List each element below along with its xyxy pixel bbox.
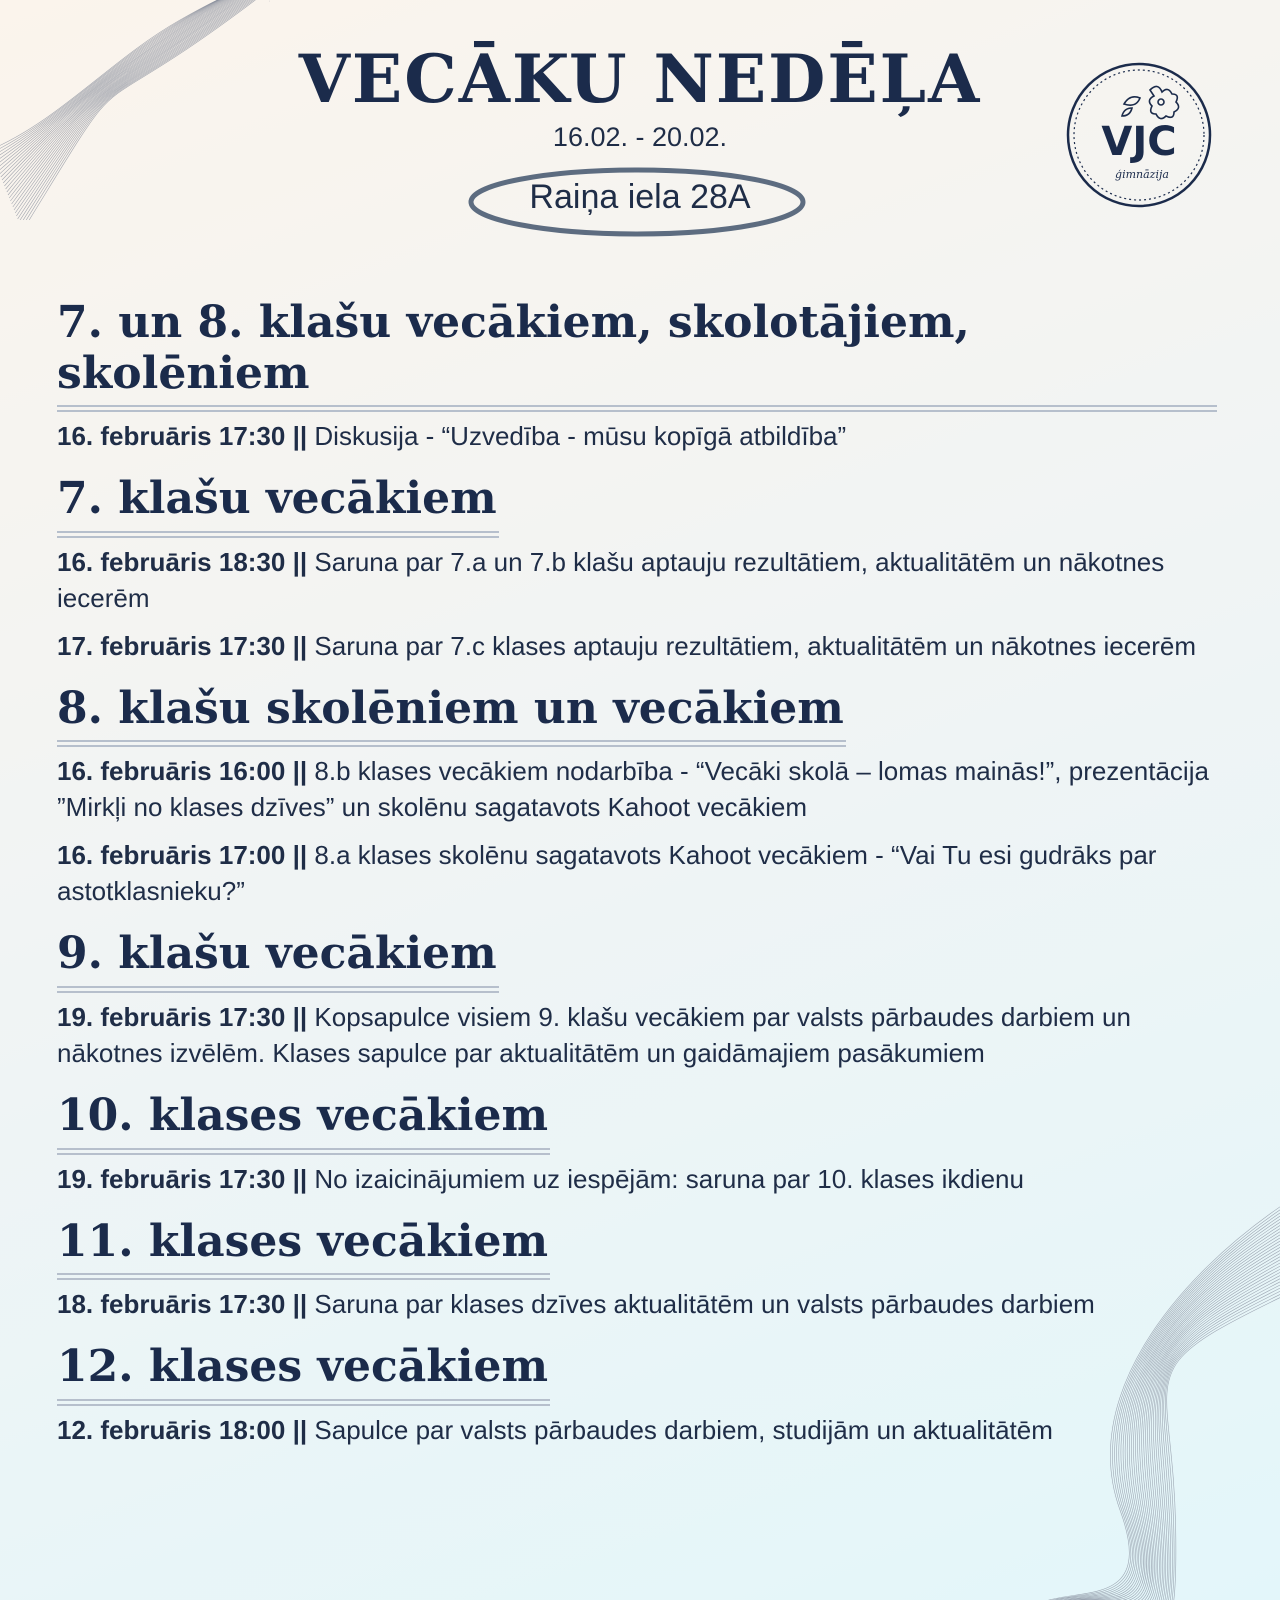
- address-badge: [465, 161, 815, 241]
- entry-separator: ||: [292, 630, 308, 661]
- logo-subtitle: ģimnāzija: [1115, 168, 1169, 181]
- schedule-section: [57, 929, 1217, 1071]
- section-title: 7. un 8. klašu vecākiem, skolotājiem, skolēniem: [57, 298, 1217, 412]
- entry-description: 8.b klases vecākiem nodarbība - “Vecāki skolā – lomas mainās!”, prezentācija ”Mirkļi no klases dzīves” un skolēnu sagatavots Kahoot vecākiem: [57, 756, 1209, 823]
- entry-description: Saruna par 7.c klases aptauju rezultātiem, aktualitātēm un nākotnes iecerēm: [314, 630, 1196, 661]
- entry-separator: ||: [292, 1001, 308, 1032]
- entry-separator: ||: [292, 1414, 308, 1445]
- section-title: 11. klases vecākiem: [57, 1217, 550, 1281]
- schedule-section: [57, 684, 1217, 910]
- event-dates: 16.02. - 20.02.: [552, 122, 728, 153]
- entry-description: No izaicinājumiem uz iespējām: saruna par 10. klases ikdienu: [314, 1163, 1024, 1194]
- schedule-entry: [57, 544, 1217, 616]
- section-title: 9. klašu vecākiem: [57, 929, 499, 993]
- schedule-entry: [57, 753, 1217, 825]
- schedule-entry: [57, 628, 1217, 664]
- entry-separator: ||: [292, 756, 308, 787]
- entry-datetime: 12. februāris 18:00: [57, 1414, 286, 1445]
- schedule-entry: [57, 418, 1217, 454]
- entry-separator: ||: [292, 546, 308, 577]
- entry-datetime: 16. februāris 18:30: [57, 546, 286, 577]
- schedule-entry: [57, 999, 1217, 1071]
- schedule-entry: [57, 1286, 1217, 1322]
- section-title: 12. klases vecākiem: [57, 1342, 550, 1406]
- page-title: VECĀKU NEDĒĻA: [298, 40, 982, 118]
- entry-datetime: 16. februāris 16:00: [57, 756, 286, 787]
- entry-datetime: 16. februāris 17:30: [57, 421, 286, 452]
- entry-datetime: 19. februāris 17:30: [57, 1163, 286, 1194]
- section-title: 7. klašu vecākiem: [57, 474, 499, 538]
- entry-datetime: 16. februāris 17:00: [57, 840, 286, 871]
- schedule-entry: [57, 837, 1217, 909]
- entry-description: Diskusija - “Uzvedība - mūsu kopīgā atbildība”: [314, 421, 847, 452]
- entry-separator: ||: [292, 1289, 308, 1320]
- school-logo: [1064, 60, 1214, 210]
- entry-datetime: 17. februāris 17:30: [57, 630, 286, 661]
- schedule: [57, 298, 1217, 1468]
- logo-initials: VJC: [1101, 119, 1177, 165]
- entry-separator: ||: [292, 840, 308, 871]
- section-title: 8. klašu skolēniem un vecākiem: [57, 684, 846, 748]
- address-text: Raiņa iela 28A: [529, 178, 751, 217]
- entry-datetime: 19. februāris 17:30: [57, 1001, 286, 1032]
- entry-separator: ||: [292, 1163, 308, 1194]
- section-title: 10. klases vecākiem: [57, 1091, 550, 1155]
- schedule-section: [57, 1091, 1217, 1197]
- schedule-entry: [57, 1161, 1217, 1197]
- entry-description: Saruna par klases dzīves aktualitātēm un valsts pārbaudes darbiem: [314, 1289, 1095, 1320]
- entry-description: Kopsapulce visiem 9. klašu vecākiem par valsts pārbaudes darbiem un nākotnes izvēlēm. Klases sapulce par aktualitātēm un gaidāmajiem pasākumiem: [57, 1001, 1131, 1068]
- entry-datetime: 18. februāris 17:30: [57, 1289, 286, 1320]
- entry-description: Saruna par 7.a un 7.b klašu aptauju rezultātiem, aktualitātēm un nākotnes iecerēm: [57, 546, 1165, 613]
- schedule-section: [57, 1342, 1217, 1448]
- schedule-section: [57, 298, 1217, 454]
- schedule-entry: [57, 1412, 1217, 1448]
- schedule-section: [57, 474, 1217, 664]
- entry-separator: ||: [292, 421, 308, 452]
- entry-description: 8.a klases skolēnu sagatavots Kahoot vecākiem - “Vai Tu esi gudrāks par astotklasnieku?”: [57, 840, 1157, 907]
- entry-description: Sapulce par valsts pārbaudes darbiem, studijām un aktualitātēm: [314, 1414, 1053, 1445]
- schedule-section: [57, 1217, 1217, 1323]
